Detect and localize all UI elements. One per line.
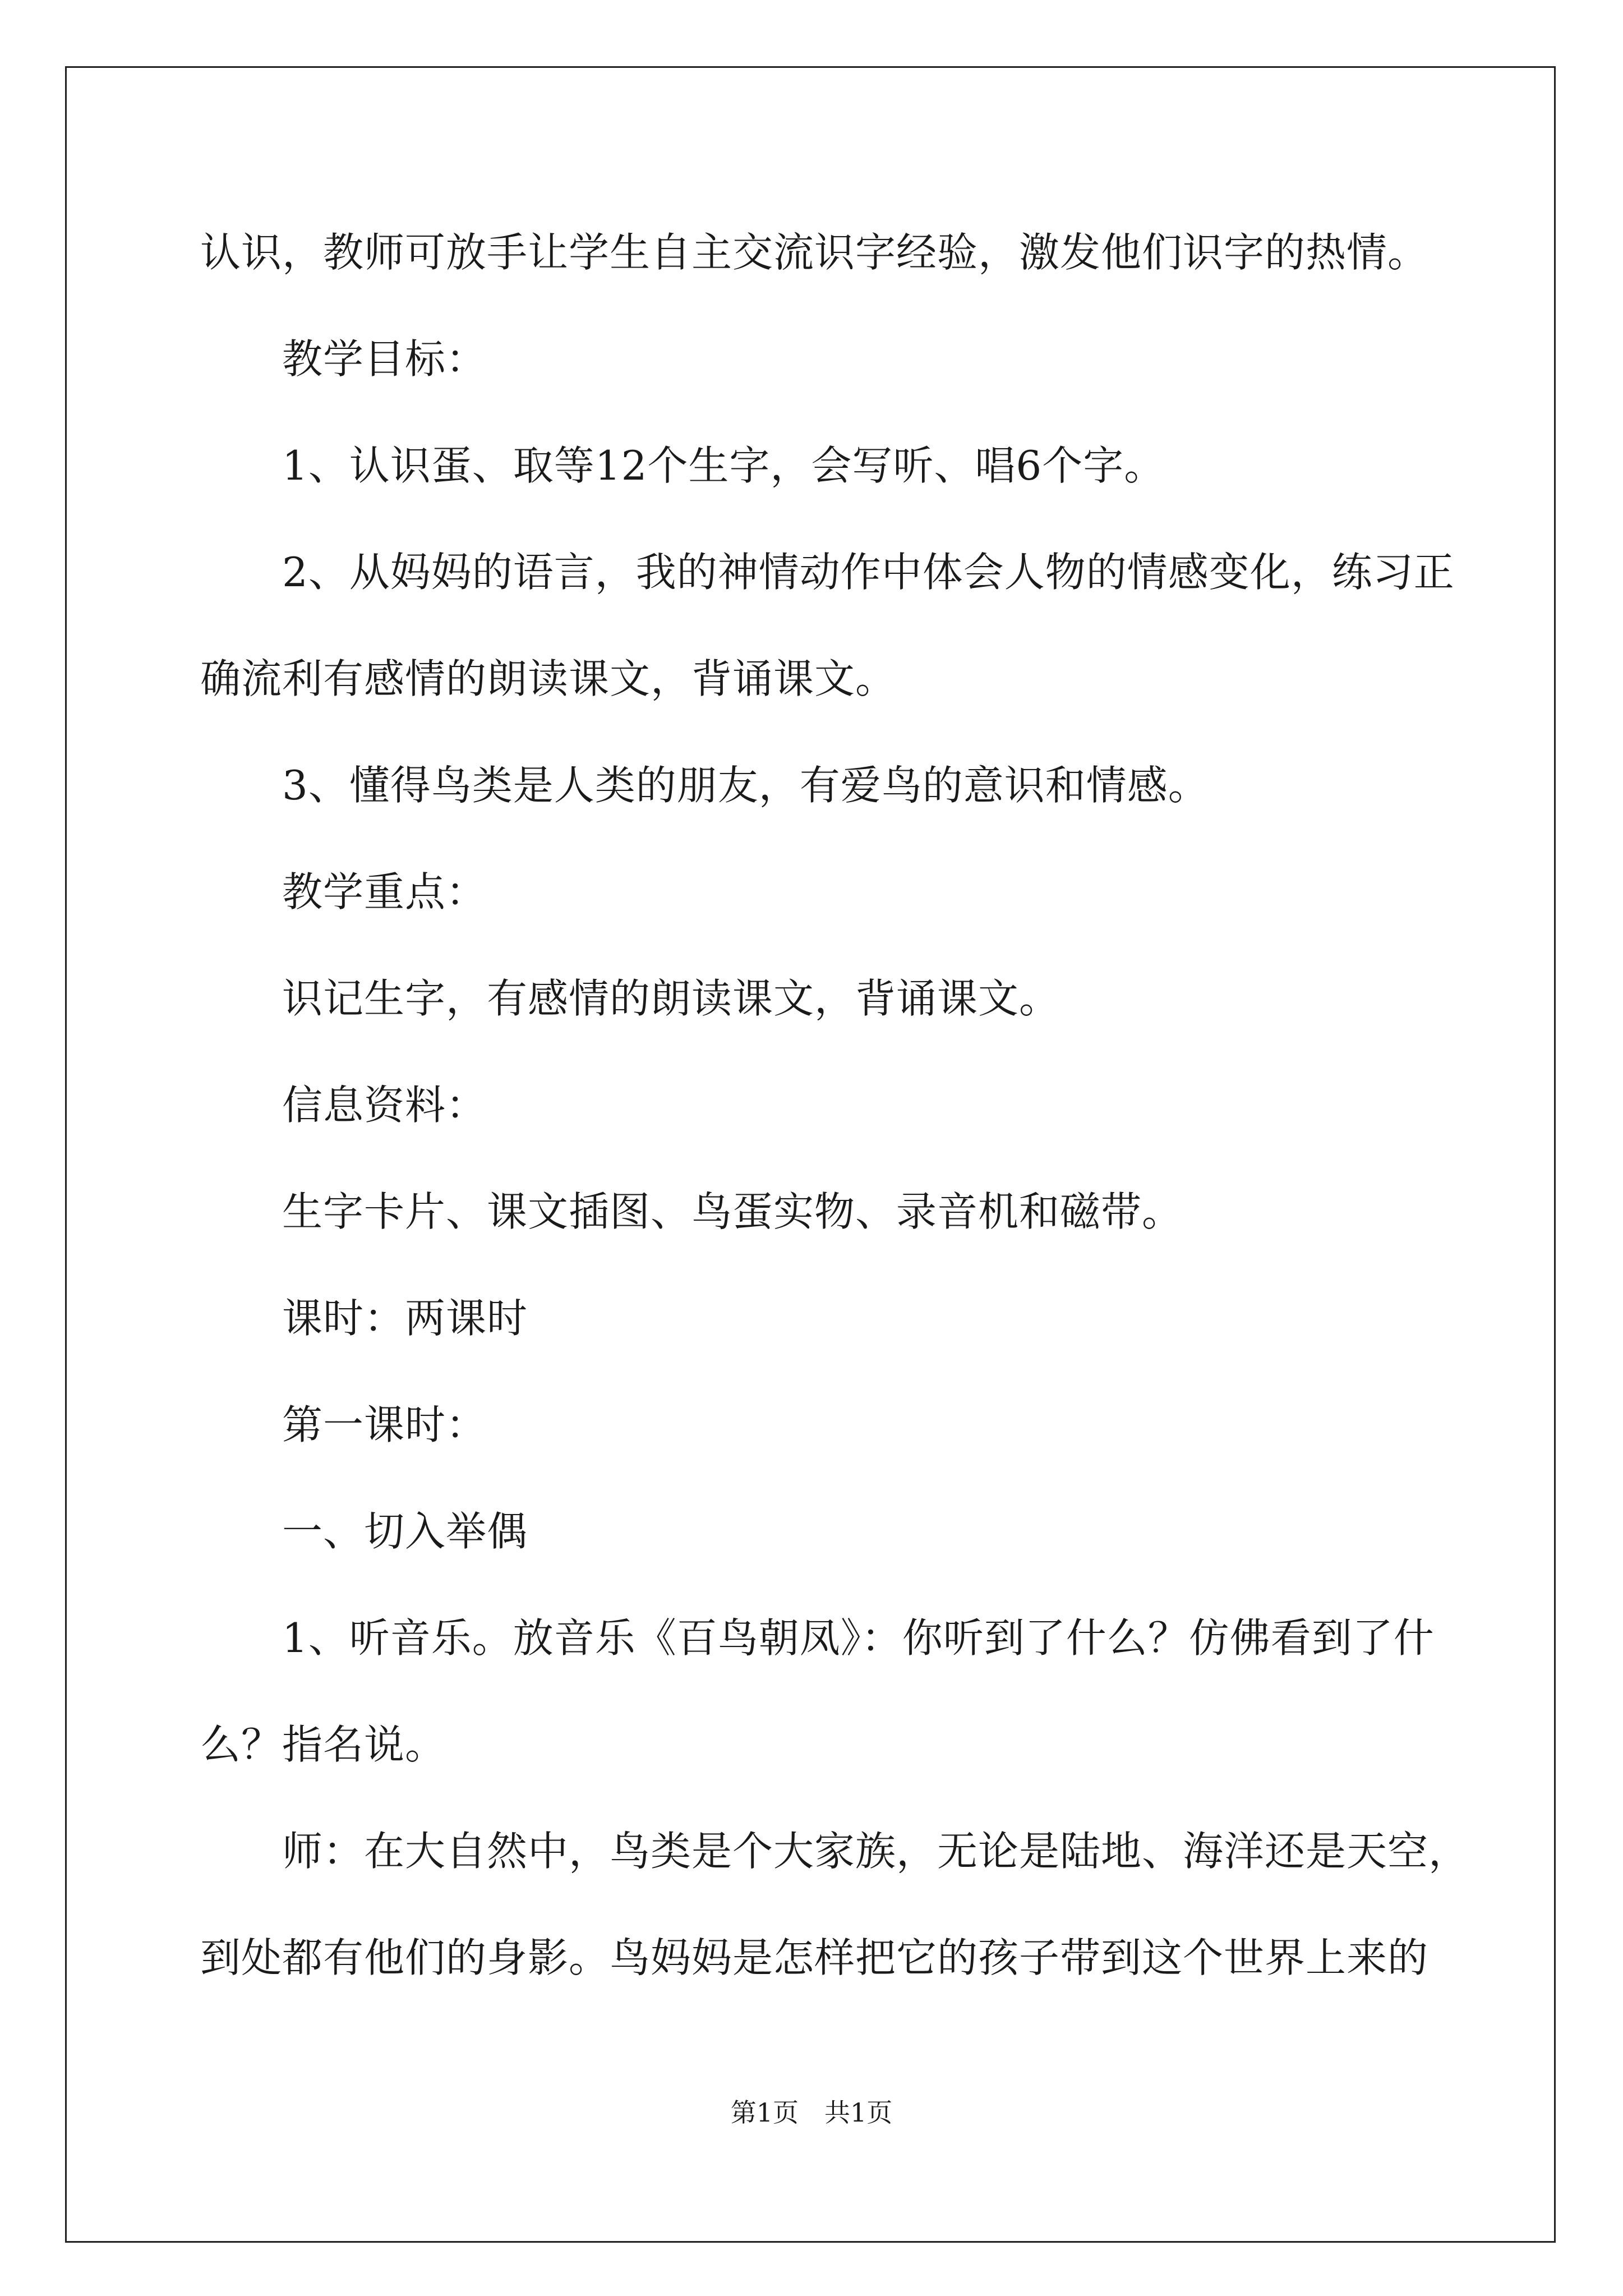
paragraph-line: 1、听音乐。放音乐《百鸟朝凤》：你听到了什么？仿佛看到了什: [282, 1614, 1435, 1662]
section-heading: 一、切入举偶: [282, 1508, 528, 1555]
section-heading: 第一课时：: [282, 1401, 487, 1448]
paragraph-line: 到处都有他们的身影。鸟妈妈是怎样把它的孩子带到这个世界上来的: [200, 1934, 1429, 1981]
paragraph-line: 3、懂得鸟类是人类的朋友，有爱鸟的意识和情感。: [282, 762, 1209, 809]
paragraph-line: 2、从妈妈的语言，我的神情动作中体会人物的情感变化，练习正: [282, 549, 1455, 596]
paragraph-line: 确流利有感情的朗读课文，背诵课文。: [200, 655, 897, 702]
paragraph-line: 师：在大自然中，鸟类是个大家族，无论是陆地、海洋还是天空，: [282, 1828, 1470, 1875]
page-border: [65, 66, 1556, 2243]
paragraph-line: 认识，教师可放手让学生自主交流识字经验，激发他们识字的热情。: [200, 229, 1429, 276]
page-footer: 第1页 共1页: [730, 2097, 893, 2128]
paragraph-line: 么？指名说。: [200, 1721, 446, 1768]
paragraph-line: 生字卡片、课文插图、鸟蛋实物、录音机和磁带。: [282, 1188, 1183, 1235]
section-heading: 信息资料：: [282, 1082, 487, 1129]
paragraph-line: 识记生字，有感情的朗读课文，背诵课文。: [282, 975, 1061, 1022]
section-heading: 教学目标：: [282, 335, 487, 383]
paragraph-line: 课时：两课时: [282, 1295, 528, 1342]
section-heading: 教学重点：: [282, 868, 487, 915]
paragraph-line: 1、认识蛋、取等12个生字，会写听、唱6个字。: [282, 442, 1165, 489]
